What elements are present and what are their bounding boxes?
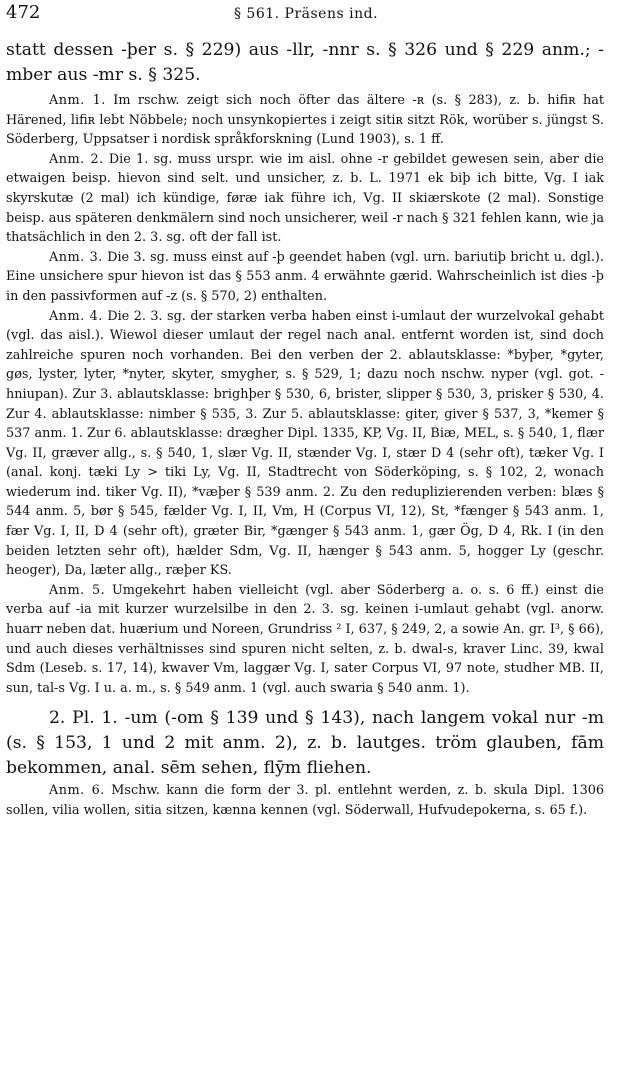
note-text: Die 3. sg. muss einst auf -þ geendet haben (vgl. urn. bariutiþ bricht u. dgl.). Eine unsichere spur hievon ist das § 553 anm. 4 erwähnte gærid. Wahrscheinlich ist dies -þ in den passivformen auf -z (s. § 570, 2) enthalten. <box>6 249 604 304</box>
note-text: Die 1. sg. muss urspr. wie im aisl. ohne -r gebildet gewesen sein, aber die etwaigen beisp. hievon sind selt. und unsicher, z. b. L. 1971 ek biþ ich bitte, Vg. I iak skyrskutæ (2 mal) ich kündige, føræ iak führe ich, Vg. II skiærskote (2 mal). Sonstige beisp. aus späteren denkmälern sind noch unsicherer, weil -r nach § 321 fehlen kann, wie ja thatsächlich in den 2. 3. sg. oft der fall ist. <box>6 151 604 246</box>
page-number: 472 <box>6 2 41 23</box>
running-title: § 561. Präsens ind. <box>233 6 379 22</box>
note-anm-4 <box>6 307 604 581</box>
section-text: 2. Pl. 1. -um (-om § 139 und § 143), nach langem vokal nur -m (s. § 153, 1 und 2 mit anm. 2), z. b. lautges. tröm glauben, fām bekommen, anal. sēm sehen, flȳm fliehen. <box>6 708 604 779</box>
note-label: Anm. 6. <box>49 783 105 799</box>
note-anm-6 <box>6 781 604 820</box>
note-text: Mschw. kann die form der 3. pl. entlehnt werden, z. b. skula Dipl. 1306 sollen, vilia wollen, sitia sitzen, kænna kennen (vgl. Söderwall, Hufvudepokerna, s. 65 f.). <box>6 783 604 818</box>
page-body <box>6 38 604 821</box>
note-anm-5 <box>6 581 604 699</box>
paragraph-text: statt dessen -þer s. § 229) aus -llr, -nnr s. § 326 und § 229 anm.; -mber aus -mr s. § 325. <box>6 40 604 85</box>
page-header <box>6 2 606 26</box>
note-label: Anm. 2. <box>49 151 104 167</box>
note-text: Umgekehrt haben vielleicht (vgl. aber Söderberg a. o. s. 6 ff.) einst die verba auf -ia mit kurzer wurzelsilbe in den 2. 3. sg. keinen i-umlaut gehabt (vgl. anorw. huarr neben dat. huærium und Noreen, Grundriss ² I, 637, § 249, 2, a sowie An. gr. I³, § 66), und auch dieses verhältnisses sind spuren nicht selten, z. b. dwal-s, kraver Linc. 39, kwal Sdm (Leseb. s. 17, 14), kwaver Vm, laggær Vg. I, sater Corpus VI, 97 note, studher MB. II, sun, tal-s Vg. I u. a. m., s. § 549 anm. 1 (vgl. auch swaria § 540 anm. 1). <box>6 582 604 696</box>
paragraph-continuation <box>6 38 604 88</box>
note-label: Anm. 3. <box>49 249 103 265</box>
note-label: Anm. 1. <box>49 93 106 108</box>
note-anm-2 <box>6 150 604 248</box>
note-anm-1 <box>6 91 604 150</box>
section-plural-1 <box>6 706 604 781</box>
note-text: Im rschw. zeigt sich noch öfter das ältere -ʀ (s. § 283), z. b. hifiʀ hat Härened, lifiʀ lebt Nöbbele; noch unsynkopiertes i zeigt sitiʀ sitzt Rök, worüber s. jüngst S. Söderberg, Uppsatser i nordisk språkforskning (Lund 1903), s. 1 ff. <box>6 93 605 148</box>
note-anm-3 <box>6 248 604 307</box>
note-label: Anm. 4. <box>49 308 103 324</box>
note-text: Die 2. 3. sg. der starken verba haben einst i-umlaut der wurzelvokal gehabt (vgl. das aisl.). Wiewol dieser umlaut der regel nach anal. entfernt worden ist, sind doch zahlreiche spuren noch vorhanden. Bei den verben der 2. ablautsklasse: *byþer, *gyter, gøs, lyster, lyter, *nyter, skyter, smygher, s. § 529, 1; dazu noch nschw. nyper (vgl. got. -hniupan). Zur 3. ablautsklasse: brighþer § 530, 6, brister, slipper § 530, 3, prisker § 530, 4. Zur 4. ablautsklasse: nimber § 535, 3. Zur 5. ablautsklasse: giter, giver § 537, 3, *kemer § 537 anm. 1. Zur 6. ablautsklasse: drægher Dipl. 1335, KP, Vg. II, Biæ, MEL, s. § 540, 1, flær Vg. II, græver allg., s. § 540, 1, slær Vg. II, stænder Vg. I, stær D 4 (sehr oft), tæker Vg. I (anal. konj. tæki Ly > tiki Ly, Vg. II, Stadtrecht von Söderköping, s. § 102, 2, wonach wiederum ind. tiker Vg. II), *væþer § 539 anm. 2. Zu den reduplizierenden verben: blæs § 544 anm. 5, bør § 545, fælder Vg. I, II, Vm, H (Corpus VI, 12), St, *fænger § 543 anm. 1, fær Vg. I, II, D 4 (sehr oft), græter Bir, *gænger § 543 anm. 1, gær Ög, D 4, Rk. I (in den beiden letzten sehr oft), hælder Sdm, Vg. II, hænger § 543 anm. 5, hogger Ly (geschr. heoger), Da, læter allg., ræþer KS. <box>6 308 605 579</box>
note-label: Anm. 5. <box>49 582 106 598</box>
